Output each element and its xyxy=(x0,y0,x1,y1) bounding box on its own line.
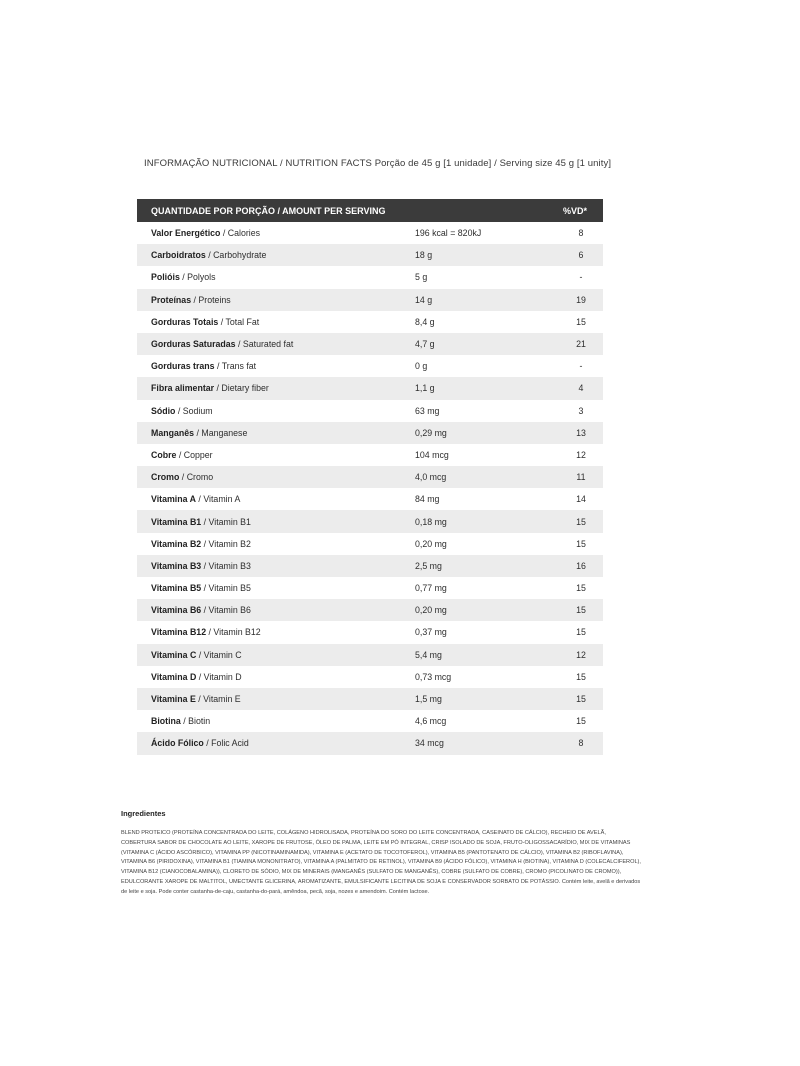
table-row xyxy=(137,466,603,488)
table-row xyxy=(137,710,603,732)
table-row xyxy=(137,355,603,377)
nutrient-amount: 14 g xyxy=(415,294,433,305)
nutrient-name-en: / Vitamin B2 xyxy=(201,538,251,549)
nutrient-name-pt: Vitamina C xyxy=(151,649,197,660)
nutrient-name-pt: Vitamina B5 xyxy=(151,583,202,594)
nutrient-name-en: / Vitamin C xyxy=(196,649,242,660)
nutrient-amount: 5 g xyxy=(415,272,428,283)
nutrition-caption: INFORMAÇÃO NUTRICIONAL / NUTRITION FACTS Porção de 45 g [1 unidade] / Serving size 45 g [1 unity] xyxy=(144,158,612,169)
nutrient-daily-value: 3 xyxy=(578,405,584,416)
nutrient-daily-value: 14 xyxy=(576,494,586,505)
nutrient-name-pt: Ácido Fólico xyxy=(151,738,204,749)
nutrient-daily-value: 4 xyxy=(578,383,584,394)
nutrient-daily-value: 21 xyxy=(576,339,586,350)
nutrient-name-en: / Polyols xyxy=(179,272,216,283)
table-row xyxy=(137,222,603,244)
nutrient-name-pt: Biotina xyxy=(151,716,181,727)
nutrient-name xyxy=(137,716,415,726)
nutrient-name-pt: Cromo xyxy=(151,472,180,483)
nutrient-name xyxy=(137,650,415,660)
nutrient-name-en: / Vitamin B12 xyxy=(206,627,261,638)
nutrition-table xyxy=(137,199,603,755)
nutrient-amount: 0,37 mg xyxy=(415,627,447,638)
table-row xyxy=(137,732,603,754)
nutrient-daily-value: 12 xyxy=(576,649,586,660)
nutrient-name xyxy=(137,627,415,637)
table-row xyxy=(137,311,603,333)
nutrient-name xyxy=(137,494,415,504)
nutrient-name xyxy=(137,672,415,682)
nutrient-name-en: / Sodium xyxy=(175,405,213,416)
nutrient-amount: 8,4 g xyxy=(415,316,435,327)
nutrient-amount: 2,5 mg xyxy=(415,560,442,571)
nutrient-amount: 63 mg xyxy=(415,405,440,416)
nutrient-name xyxy=(137,428,415,438)
nutrient-amount: 18 g xyxy=(415,250,433,261)
nutrient-name xyxy=(137,295,415,305)
nutrient-name-en: / Trans fat xyxy=(214,361,257,372)
nutrient-name xyxy=(137,583,415,593)
table-header xyxy=(137,199,603,222)
nutrient-amount: 34 mcg xyxy=(415,738,444,749)
nutrient-amount: 0,73 mcg xyxy=(415,671,452,682)
nutrient-name xyxy=(137,539,415,549)
nutrient-daily-value: 15 xyxy=(576,694,586,705)
nutrient-daily-value: 15 xyxy=(576,671,586,682)
nutrient-amount: 1,5 mg xyxy=(415,694,442,705)
table-row xyxy=(137,377,603,399)
nutrient-name-pt: Gorduras trans xyxy=(151,361,215,372)
nutrient-name-pt: Carboidratos xyxy=(151,250,206,261)
table-row xyxy=(137,422,603,444)
nutrient-daily-value: 15 xyxy=(576,516,586,527)
nutrient-name-en: / Vitamin B1 xyxy=(201,516,251,527)
table-row xyxy=(137,400,603,422)
nutrient-name xyxy=(137,450,415,460)
nutrient-daily-value: 16 xyxy=(576,560,586,571)
nutrient-amount: 0,20 mg xyxy=(415,538,447,549)
table-body xyxy=(137,222,603,755)
nutrient-name xyxy=(137,694,415,704)
nutrient-name xyxy=(137,272,415,282)
nutrient-name-pt: Vitamina A xyxy=(151,494,196,505)
nutrient-daily-value: 15 xyxy=(576,627,586,638)
header-amount-per-serving: QUANTIDADE POR PORÇÃO / AMOUNT PER SERVING xyxy=(151,205,386,216)
nutrient-name-pt: Vitamina D xyxy=(151,671,197,682)
nutrient-name xyxy=(137,228,415,238)
nutrient-name-en: / Carbohydrate xyxy=(205,250,267,261)
nutrient-amount: 0,18 mg xyxy=(415,516,447,527)
nutrient-name-en: / Vitamin D xyxy=(196,671,242,682)
nutrient-name-pt: Sódio xyxy=(151,405,176,416)
table-row xyxy=(137,488,603,510)
nutrient-daily-value: 8 xyxy=(578,738,584,749)
nutrient-name xyxy=(137,317,415,327)
nutrient-name xyxy=(137,339,415,349)
nutrient-name-en: / Proteins xyxy=(191,294,231,305)
table-row xyxy=(137,666,603,688)
ingredients-title: Ingredientes xyxy=(121,809,166,818)
nutrient-name-pt: Gorduras Totais xyxy=(151,316,219,327)
nutrient-name-en: / Vitamin E xyxy=(195,694,241,705)
nutrient-daily-value: 15 xyxy=(576,583,586,594)
table-row xyxy=(137,244,603,266)
nutrient-name-pt: Fibra alimentar xyxy=(151,383,215,394)
table-row xyxy=(137,577,603,599)
nutrient-name-pt: Vitamina B12 xyxy=(151,627,207,638)
nutrient-name-pt: Vitamina E xyxy=(151,694,196,705)
nutrient-name-pt: Vitamina B6 xyxy=(151,605,202,616)
nutrient-name-pt: Manganês xyxy=(151,427,195,438)
nutrient-name xyxy=(137,738,415,748)
table-row xyxy=(137,510,603,532)
nutrient-name xyxy=(137,472,415,482)
table-row xyxy=(137,599,603,621)
nutrient-daily-value: 19 xyxy=(576,294,586,305)
table-row xyxy=(137,688,603,710)
nutrient-amount: 1,1 g xyxy=(415,383,435,394)
nutrient-daily-value: - xyxy=(579,361,583,372)
nutrient-amount: 84 mg xyxy=(415,494,440,505)
nutrient-daily-value: 15 xyxy=(576,605,586,616)
nutrient-amount: 0,29 mg xyxy=(415,427,447,438)
nutrient-daily-value: 15 xyxy=(576,716,586,727)
nutrient-daily-value: 15 xyxy=(576,538,586,549)
table-row xyxy=(137,289,603,311)
nutrient-name-en: / Vitamin B3 xyxy=(201,560,251,571)
nutrient-daily-value: 8 xyxy=(578,228,584,239)
nutrient-daily-value: 6 xyxy=(578,250,584,261)
table-row xyxy=(137,621,603,643)
nutrient-amount: 0 g xyxy=(415,361,428,372)
nutrient-name xyxy=(137,517,415,527)
nutrient-name-en: / Copper xyxy=(176,449,213,460)
nutrient-daily-value: 15 xyxy=(576,316,586,327)
nutrient-name-en: / Calories xyxy=(220,228,261,239)
nutrient-name-pt: Gorduras Saturadas xyxy=(151,339,236,350)
table-row xyxy=(137,266,603,288)
nutrient-name-pt: Vitamina B1 xyxy=(151,516,202,527)
nutrient-name xyxy=(137,561,415,571)
nutrient-name-pt: Cobre xyxy=(151,449,177,460)
nutrient-amount: 196 kcal = 820kJ xyxy=(415,228,482,239)
table-row xyxy=(137,533,603,555)
nutrient-name xyxy=(137,250,415,260)
nutrient-name-en: / Manganese xyxy=(194,427,248,438)
nutrient-amount: 0,20 mg xyxy=(415,605,447,616)
nutrient-name-en: / Vitamin B6 xyxy=(201,605,251,616)
nutrient-daily-value: 11 xyxy=(576,472,586,483)
nutrient-daily-value: 12 xyxy=(576,449,586,460)
nutrient-amount: 5,4 mg xyxy=(415,649,442,660)
nutrient-name-en: / Cromo xyxy=(179,472,214,483)
nutrient-name xyxy=(137,605,415,615)
nutrient-daily-value: 13 xyxy=(576,427,586,438)
nutrient-name-en: / Saturated fat xyxy=(235,339,294,350)
nutrient-name-en: / Total Fat xyxy=(218,316,260,327)
ingredients-text: BLEND PROTEICO (PROTEÍNA CONCENTRADA DO LEITE, COLÁGENO HIDROLISADA, PROTEÍNA DO SORO DO LEITE CONCENTRADA, CASEINATO DE CÁLCIO), RECHEIO DE AVELÃ, COBERTURA SABOR DE CHOCOLATE AO LEITE, XAROPE DE FRUTOSE, ÓLEO DE PALMA, LEITE EM PÓ INTEGRAL, CRISP ISOLADO DE SOJA, FRUTO-OLIGOSSACARÍDIO, MIX DE VITAMINAS (VITAMINA C (ÁCIDO ASCÓRBICO), VITAMINA PP (NICOTINAMINAMIDA), VITAMINA E (ACETATO DE TOCOTOFEROL), VITAMINA B5 (PANTOTENATO DE CÁLCIO), VITAMINA B2 (RIBOFLAVINA), VITAMINA B6 (PIRIDOXINA), VITAMINA B1 (TIAMINA MONONITRATO), VITAMINA A (PALMITATO DE RETINOL), VITAMINA B9 (ÁCIDO FÓLICO), VITAMINA H (BIOTINA), VITAMINA D (COLECALCIFEROL), VITAMINA B12 (CIANOCOBALAMINA)), CLORETO DE SÓDIO, MIX DE MINERAIS (MANGANÊS (SULFATO DE MANGANÊS), COBRE (SULFATO DE COBRE), CROMO (PICOLINATO DE CROMO)), EDULCORANTE XAROPE DE MALTITOL, UMECTANTE GLICERINA, AROMATIZANTE, EMULSIFICANTE LECITINA DE SOJA E CONSERVADOR SORBATO DE POTÁSSIO. Contém leite, avelã e derivados de leite e soja. Pode conter castanha-de-caju, castanha-do-pará, amêndoa, pecã, soja, nozes e amendoim. Contém lactose. xyxy=(121,830,641,895)
nutrient-name xyxy=(137,406,415,416)
nutrient-name-en: / Dietary fiber xyxy=(214,383,269,394)
nutrient-amount: 0,77 mg xyxy=(415,583,447,594)
nutrient-name-en: / Vitamin B5 xyxy=(201,583,251,594)
nutrient-amount: 4,0 mcg xyxy=(415,472,447,483)
table-row xyxy=(137,444,603,466)
table-row xyxy=(137,333,603,355)
nutrient-name-en: / Biotin xyxy=(180,716,211,727)
nutrient-name-pt: Proteínas xyxy=(151,294,192,305)
nutrient-name-en: / Vitamin A xyxy=(195,494,241,505)
nutrient-amount: 4,6 mcg xyxy=(415,716,447,727)
nutrient-name-pt: Vitamina B3 xyxy=(151,560,202,571)
nutrient-name-pt: Valor Energético xyxy=(151,228,221,239)
header-daily-value: %VD* xyxy=(562,205,587,216)
nutrient-amount: 104 mcg xyxy=(415,449,449,460)
table-row xyxy=(137,644,603,666)
nutrient-name-pt: Vitamina B2 xyxy=(151,538,202,549)
table-row xyxy=(137,555,603,577)
nutrient-name-en: / Folic Acid xyxy=(203,738,249,749)
nutrient-amount: 4,7 g xyxy=(415,339,435,350)
nutrient-name-pt: Polióis xyxy=(151,272,180,283)
nutrient-name xyxy=(137,383,415,393)
nutrient-name xyxy=(137,361,415,371)
nutrient-daily-value: - xyxy=(579,272,583,283)
